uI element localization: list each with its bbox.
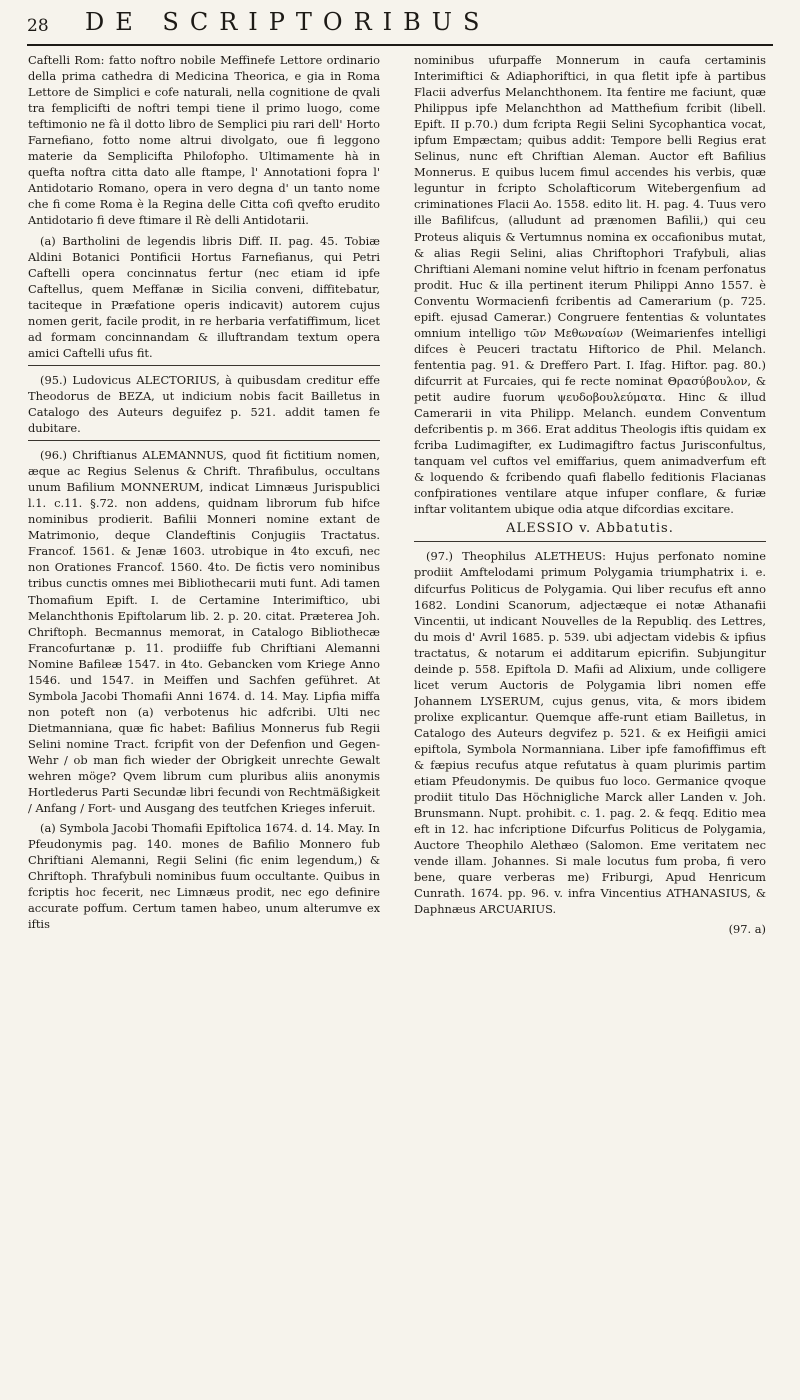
entry-divider	[28, 365, 380, 366]
paragraph: Caftelli Rom: fatto noftro nobile Meffinefe Lettore ordinario della prima cathedra di Medicina Theorica, e gia in Roma Lettore de Simplici e cofe naturali, nella cognitione de qvali tra femplicifti de noftri tempi tiene il primo luogo, come teftimonio ne fà il dotto libro de Semplici piu rari dell' Horto Farnefiano, fotto nome altrui divolgato, oue fi leggono materie da Semplicifta Philofopho. Ultimamente hà in quefta noftra citta dato alle ftampe, l' Annotationi fopra l' Antidotario Romano, opera in vero degna d' un tanto nome che fi come Roma è la Regina delle Citta cofi qvefto erudito Antidotario fi deve ftimare il Rè delli Antidotarii.	[28, 53, 380, 228]
entry-97: (97.) Theophilus ALETHEUS: Hujus perfonato nomine prodiit Amftelodami primum Polygamia triumphatrix i. e. difcurfus Politicus de Polygamia. Qui liber recufus eft anno 1682. Londini Scanorum, adjectæque ei notæ Athanafii Vincentii, ut indicant Nouvelles de la Republiq. des Lettres, du mois d' Avril 1685. p. 539. ubi adjectam videbis & ipfius tractatus, & notarum ei additarum epicrifin. Subjungitur deinde p. 558. Epiftola D. Mafii ad Alixium, unde colligere licet verum Auctoris de Polygamia libri nomen effe Johannem LYSERUM, cujus genus, vita, & mors ibidem prolixe explicantur. Quemque affe-runt etiam Bailletus, in Catalogo des Auteurs degvifez p. 521. & ex Heifigii amici epiftola, Symbola Normanniana. Liber ipfe famofiffimus eft & fæpius recufus atque refutatus à quam plurimis partim etiam Pfeudonymis. De quibus fuo loco. Germanice qvoque prodiit titulo Das Höchnigliche Marck aller Landen v. Joh. Brunsmann. Nupt. prohibit. c. 1. pag. 2. & feqq. Editio mea eft in 12. hac infcriptione Difcurfus Politicus de Polygamia, Auctore Theophilo Alethæo (Salomon. Eme veritatem nec vende illam. Johannes. Si male locutus fum proba, fi vero bene, quare verberas me) Friburgi, Apud Henricum Cunrath. 1674. pp. 96. v. infra Vincentius ATHANASIUS, & Daphnæus ARCUARIUS.	[414, 549, 766, 917]
header-rule	[27, 44, 773, 46]
section-heading: ALESSIO v. Abbatutis.	[506, 521, 674, 537]
footnote-paragraph: (a) Bartholini de legendis libris Diff. II. pag. 45. Tobiæ Aldini Botanici Pontificii Hortus Farnefianus, qui Petri Caftelli opera concinnatus fertur (nec etiam id ipfe Caftellus, quem Meffanæ in Sicilia conveni, diffitebatur, taciteque in Præfatione operis indicavit) autorem cujus nomen gerit, facile prodit, in re herbaria verfatiffimum, licet ad formam concinnandam & illuftrandam textum opera amici Caftelli ufus fit.	[28, 233, 380, 360]
entry-95: (95.) Ludovicus ALECTORIUS, à quibusdam creditur effe Theodorus de BEZA, ut indicium nobis facit Bailletus in Catalogo des Auteurs deguifez p. 521. addit tamen fe dubitare.	[28, 372, 380, 436]
catchword: (97. a)	[728, 922, 766, 937]
right-column	[414, 52, 766, 1382]
entry-divider	[414, 541, 766, 542]
left-column	[28, 52, 380, 1382]
entry-divider	[28, 440, 380, 441]
running-head: DE SCRIPTORIBUS	[85, 8, 491, 36]
page-header	[0, 8, 800, 42]
entry-96: (96.) Chriftianus ALEMANNUS, quod fit fictitium nomen, æque ac Regius Selenus & Chrift. Thrafibulus, occultans unum Bafilium MONNERUM, indicat Limnæus Jurispublici l.1. c.11. §.72. non addens, quidnam librorum fub hifce nominibus prodierit. Bafilii Monneri nomine extant de Matrimonio, deque Clandeftinis Conjugiis Tractatus. Francof. 1561. & Jenæ 1603. utrobique in 4to excufi, nec non Orationes Francof. 1560. 4to. De fictis vero nominibus tribus cunctis omnes mei Bibliothecarii muti funt. Adi tamen Thomafium Epift. I. de Certamine Interimiftico, ubi Melanchthonis Epiftolarum lib. 2. p. 20. citat. Præterea Joh. Chriftoph. Becmannus memorat, in Catalogo Bibliothecæ Francofurtanæ p. 11. prodiiffe fub Chriftiani Alemanni Nomine Bafileæ 1547. in 4to. Gebancken vom Kriege Anno 1546. und 1547. in Meiffen und Sachfen geführet. At Symbola Jacobi Thomafii Anni 1674. d. 14. May. Lipfia miffa non poteft non (a) verbotenus hic adfcribi. Ulti nec Dietmanniana, quæ fic habet: Bafilius Monnerus fub Regii Selini nomine Tract. fcripfit von der Defenfion und Gegen-Wehr / ob man fich wieder der Obrigkeit unrechte Gewalt wehren möge? Qvem librum cum pluribus aliis anonymis Hortlederus Parti Secundæ libri fecundi von Rechtmäßigkeit / Anfang / Fort- und Ausgang des teutfchen Krieges inferuit.	[28, 448, 380, 816]
paragraph: nominibus ufurpaffe Monnerum in caufa certaminis Interimiftici & Adiaphoriftici, in qua fletit ipfe à partibus Flacii adverfus Melanchthonem. Ita fentire me faciunt, quæ Philippus ipfe Melanchthon ad Matthefium fcribit (libell. Epift. II p.70.) dum fcripta Regii Selini Sycophantica vocat, ipfum Empæctam; quibus addit: Tempore belli Regius erat Selinus, nunc eft Chriftian Aleman. Auctor eft Bafilius Monnerus. E quibus lucem fimul accendes his verbis, quæ leguntur in fcripto Scholafticorum Witebergenfium ad criminationes Flacii Ao. 1558. edito lit. H. pag. 4. Tuus vero ille Bafilifcus, (alludunt ad prænomen Bafilii,) qui ceu Proteus aliquis & Vertumnus nomina ex occafionibus mutat, & alias Regii Selini, alias Chriftophori Trafybuli, alias Chriftiani Alemani nomine velut hiftrio in fcenam perfonatus prodit. Huc & illa pertinent iterum Philippi Anno 1557. è Conventu Wormacienfi fcribentis ad Camerarium (p. 725. epift. ejusad Camerar.) Congruere fententias & voluntates omnium intelligo τῶν Μεθωναίων (Weimarienfes intelligi difces è Peuceri tractatu Hiftorico de Phil. Melanch. fententia pag. 91. & Dreffero Part. I. Ifag. Hiftor. pag. 80.) difcurrit at Furcaies, qui fe recte nominat Θρασύβουλον, & petit audire fuorum ψευδοβουλεύματα. Hinc & illud Camerarii in vita Philipp. Melanch. eundem Conventum defcribentis p. m 366. Erat additus Theologis iftis quidam ex fcriba Ludimagifter, ex Ludimagiftro factus Jurisconfultus, tanquam vel cuftos vel emiffarius, quem animadverfum eft & loquendo & fcribendo quafi flabello feditionis Flacianas confpirationes ventilare atque infuper conflare, & furiæ inftar volitantem ubique odia atque difcordias excitare.	[414, 53, 766, 517]
footnote-paragraph: (a) Symbola Jacobi Thomafii Epiftolica 1674. d. 14. May. In Pfeudonymis pag. 140. mones de Bafilio Monnero fub Chriftiani Alemanni, Regii Selini (fic enim legendum,) & Chriftoph. Thrafybuli nominibus fuum occultante. Quibus in fcriptis hoc fecerit, nec Limnæus prodit, nec ego definire accurate poffum. Certum tamen habeo, unum alterumve ex iftis	[28, 821, 380, 932]
page-number: 28	[27, 16, 49, 36]
